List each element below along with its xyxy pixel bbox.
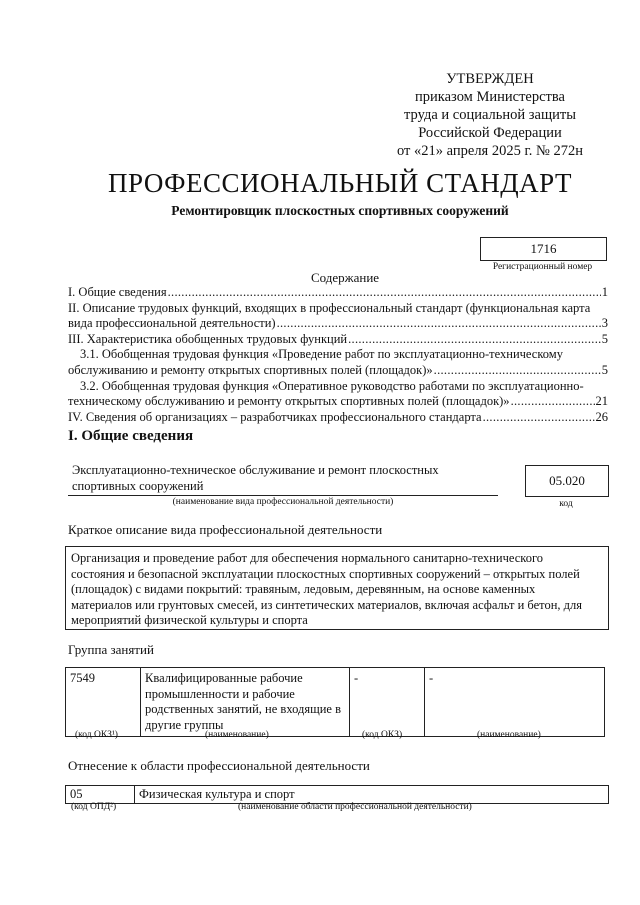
activity-code-caption: код bbox=[559, 499, 573, 509]
document-title: ПРОФЕССИОНАЛЬНЫЙ СТАНДАРТ bbox=[107, 168, 573, 198]
toc-item-text[interactable]: 3.2. Обобщенная трудовая функция «Оперативное руководство работами по эксплуатационно- bbox=[80, 378, 584, 393]
toc-item-text[interactable]: 3.1. Обобщенная трудовая функция «Проведение работ по эксплуатационно-техническому bbox=[80, 347, 563, 362]
activity-kind-caption: (наименование вида профессиональной деятельности) bbox=[172, 497, 394, 507]
okz-code-cell: - bbox=[350, 668, 425, 737]
caption: (наименование области профессиональной деятельности) bbox=[238, 802, 472, 812]
toc-item-text: I. Общие сведения bbox=[68, 285, 167, 299]
approval-line: от «21» апреля 2025 г. № 272н bbox=[396, 143, 584, 159]
occupation-group-title: Группа занятий bbox=[68, 642, 154, 657]
caption: (наименование) bbox=[205, 730, 269, 740]
toc-item[interactable] bbox=[68, 332, 608, 348]
brief-description-line: (площадок) с видами покрытий: травяным, ледовым, деревянным, на основе каменных bbox=[71, 582, 536, 596]
toc-leader bbox=[348, 332, 601, 348]
occupation-group-captions bbox=[65, 730, 610, 744]
caption: (код ОКЗ) bbox=[362, 730, 403, 740]
activity-area-title: Отнесение к области профессиональной деятельности bbox=[68, 758, 370, 773]
toc-item-text: IV. Сведения об организациях – разработчиках профессионального стандарта bbox=[68, 409, 482, 424]
toc-item[interactable] bbox=[68, 410, 608, 426]
toc-item-page: 5 bbox=[601, 331, 608, 346]
okz-name-line: родственных занятий, не входящие в bbox=[145, 702, 341, 716]
toc-item-text: III. Характеристика обобщенных трудовых функций bbox=[68, 331, 348, 346]
occupation-group-table bbox=[65, 667, 605, 737]
approval-line: приказом Министерства bbox=[415, 89, 565, 105]
activity-code-box: 05.020 bbox=[525, 465, 609, 497]
caption: (код ОКЗ¹) bbox=[75, 730, 118, 740]
activity-kind-name bbox=[72, 463, 492, 494]
opd-code-cell: 05 bbox=[66, 786, 135, 804]
brief-description-title: Краткое описание вида профессиональной деятельности bbox=[68, 522, 383, 537]
registration-number-box: 1716 bbox=[480, 237, 607, 261]
toc-item[interactable] bbox=[68, 316, 608, 332]
section-heading: I. Общие сведения bbox=[68, 428, 194, 444]
okz-code-cell: 7549 bbox=[66, 668, 141, 737]
toc-title: Содержание bbox=[310, 270, 380, 285]
underline bbox=[68, 495, 498, 496]
toc-item[interactable] bbox=[68, 285, 608, 301]
registration-caption: Регистрационный номер bbox=[492, 262, 593, 272]
approval-line: Российской Федерации bbox=[418, 125, 562, 141]
okz-name-cell: - bbox=[425, 668, 605, 737]
brief-description-line: материалов или грунтовых смесей, из синтетических материалов, включая асфальт и бетон, для bbox=[71, 597, 582, 612]
okz-name-cell bbox=[141, 668, 350, 737]
brief-description-line: мероприятий физической культуры и спорта bbox=[71, 613, 308, 627]
brief-description-box bbox=[65, 546, 609, 630]
brief-description-line: состояния и безопасной эксплуатации плоскостных спортивных сооружений – открытых полей bbox=[71, 566, 580, 581]
okz-name-line: другие группы bbox=[145, 717, 224, 732]
table-row bbox=[66, 668, 605, 737]
toc-item-page: 5 bbox=[601, 362, 608, 377]
toc-item-text[interactable]: II. Описание трудовых функций, входящих в профессиональный стандарт (функциональная карта bbox=[68, 300, 591, 315]
toc-leader bbox=[434, 363, 601, 379]
activity-kind-line: Эксплуатационно-техническое обслуживание и ремонт плоскостных bbox=[72, 463, 439, 477]
toc-item-text: вида профессиональной деятельности) bbox=[68, 316, 276, 331]
activity-kind-line: спортивных сооружений bbox=[72, 478, 204, 493]
toc-item-text: техническому обслуживанию и ремонту открытых спортивных полей (площадок)» bbox=[68, 394, 510, 409]
toc-leader bbox=[168, 285, 601, 301]
toc-item-text: обслуживанию и ремонту открытых спортивных полей (площадок)» bbox=[68, 362, 433, 377]
caption: (наименование) bbox=[477, 730, 541, 740]
okz-name-line: Квалифицированные рабочие bbox=[145, 671, 303, 685]
toc-leader bbox=[511, 394, 595, 410]
okz-name-line: промышленности и рабочие bbox=[145, 686, 295, 701]
caption: (код ОПД²) bbox=[71, 802, 117, 812]
approval-line: УТВЕРЖДЕН bbox=[446, 71, 534, 87]
brief-description-line: Организация и проведение работ для обеспечения нормального санитарно-технического bbox=[71, 551, 544, 565]
toc-leader bbox=[483, 410, 595, 426]
toc-item-page: 21 bbox=[595, 394, 608, 409]
table-of-contents bbox=[68, 285, 608, 425]
document-subtitle: Ремонтировщик плоскостных спортивных сооружений bbox=[171, 203, 509, 218]
activity-area-captions bbox=[65, 802, 610, 816]
toc-item-page: 3 bbox=[601, 316, 608, 331]
toc-leader bbox=[277, 316, 601, 332]
toc-item[interactable] bbox=[68, 394, 608, 410]
toc-item[interactable] bbox=[68, 363, 608, 379]
opd-name-cell: Физическая культура и спорт bbox=[135, 786, 609, 804]
toc-item-page: 26 bbox=[595, 409, 608, 424]
approval-block bbox=[360, 70, 620, 160]
approval-line: труда и социальной защиты bbox=[404, 107, 576, 123]
table-row bbox=[66, 786, 609, 804]
toc-item-page: 1 bbox=[601, 285, 608, 299]
